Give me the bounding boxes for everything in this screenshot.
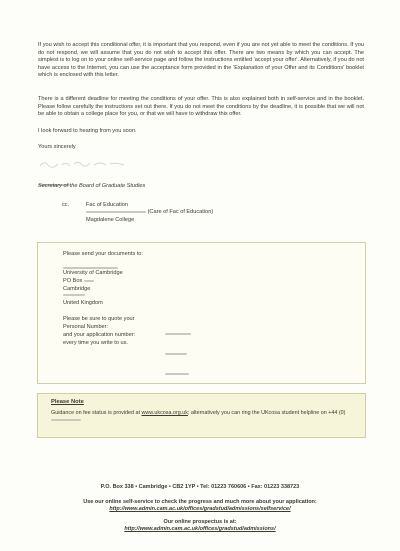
redacted-name (38, 176, 78, 180)
cc-line-2: (Care of Fac of Education) (86, 209, 213, 216)
signature-image (38, 158, 128, 170)
address-line-1: University of Cambridge (63, 270, 123, 276)
documents-box (37, 242, 366, 384)
quote-line-3: and your application number: (63, 332, 136, 338)
deadline-paragraph: There is a different deadline for meeting the conditions of your offer. This is also explained both in self-service and in the booklet. Please follow carefully the instructions set out there. If you do not meet the conditions by the deadline, it is possible that we will not be able to obtain a college place for you, or that we will have to withdraw this offer. (38, 96, 364, 118)
note-text: Guidance on fee status is provided at www.ukcosa.org.uk; alternatively you can ring the UKcosa student helpline on +44 (0) (51, 410, 351, 424)
address-line-2: PO Box (63, 278, 94, 285)
address-line-3: Cambridge (63, 286, 91, 292)
footer-prospectus: Our online prospectus is at: (163, 519, 237, 525)
documents-intro: Please send your documents to: (63, 251, 143, 257)
acceptance-paragraph: If you wish to accept this conditional offer, it is important that you respond, even if you are not yet able to meet the conditions. If you do not respond, we will assume that you do not wish to accept this offer. There are two means by which you can accept. The simplest is to log on to your online self-service page and follow the instructions entitled 'accept your offer'. Alternatively, if you do not have access to the Internet, you can use the acceptance form provided in the 'Explanation of your Offer and its Conditions' booklet which is enclosed with this letter. (38, 42, 364, 79)
footer-contact: P.O. Box 338 • Cambridge • CB2 1YP • Tel: 01223 760606 • Fax: 01223 338723 (100, 484, 300, 490)
ukcosa-link[interactable]: www.ukcosa.org.uk (141, 410, 188, 416)
salutation: Yours sincerely (38, 144, 76, 150)
cc-label: cc. (62, 202, 70, 208)
address-line-4: United Kingdom (63, 300, 103, 306)
redacted-reference-numbers (165, 325, 191, 403)
prospectus-link[interactable]: http://www.admin.cam.ac.uk/offices/gradstud/admissions/ (124, 526, 276, 532)
selfservice-link[interactable]: http://www.admin.cam.ac.uk/offices/gradstud/admissions/selfservice/ (109, 506, 291, 512)
closing-line: I look forward to hearing from you soon. (38, 128, 137, 134)
cc-line-1: Fac of Education (86, 202, 128, 208)
quote-line-1: Please be sure to quote your (63, 316, 135, 322)
note-title: Please Note (51, 399, 84, 405)
signatory-title: Secretary of the Board of Graduate Studies (38, 183, 146, 189)
quote-line-2: Personal Number: (63, 324, 109, 330)
please-note-box (37, 393, 366, 438)
redacted-phone (51, 419, 81, 421)
redacted-postcode (63, 292, 85, 299)
quote-line-4: every time you write to us. (63, 340, 128, 346)
cc-line-3: Magdalene College (86, 216, 135, 223)
footer-selfservice: Use our online self-service to check the progress and much more about your application: (83, 499, 317, 505)
redacted-recipient (86, 211, 146, 213)
